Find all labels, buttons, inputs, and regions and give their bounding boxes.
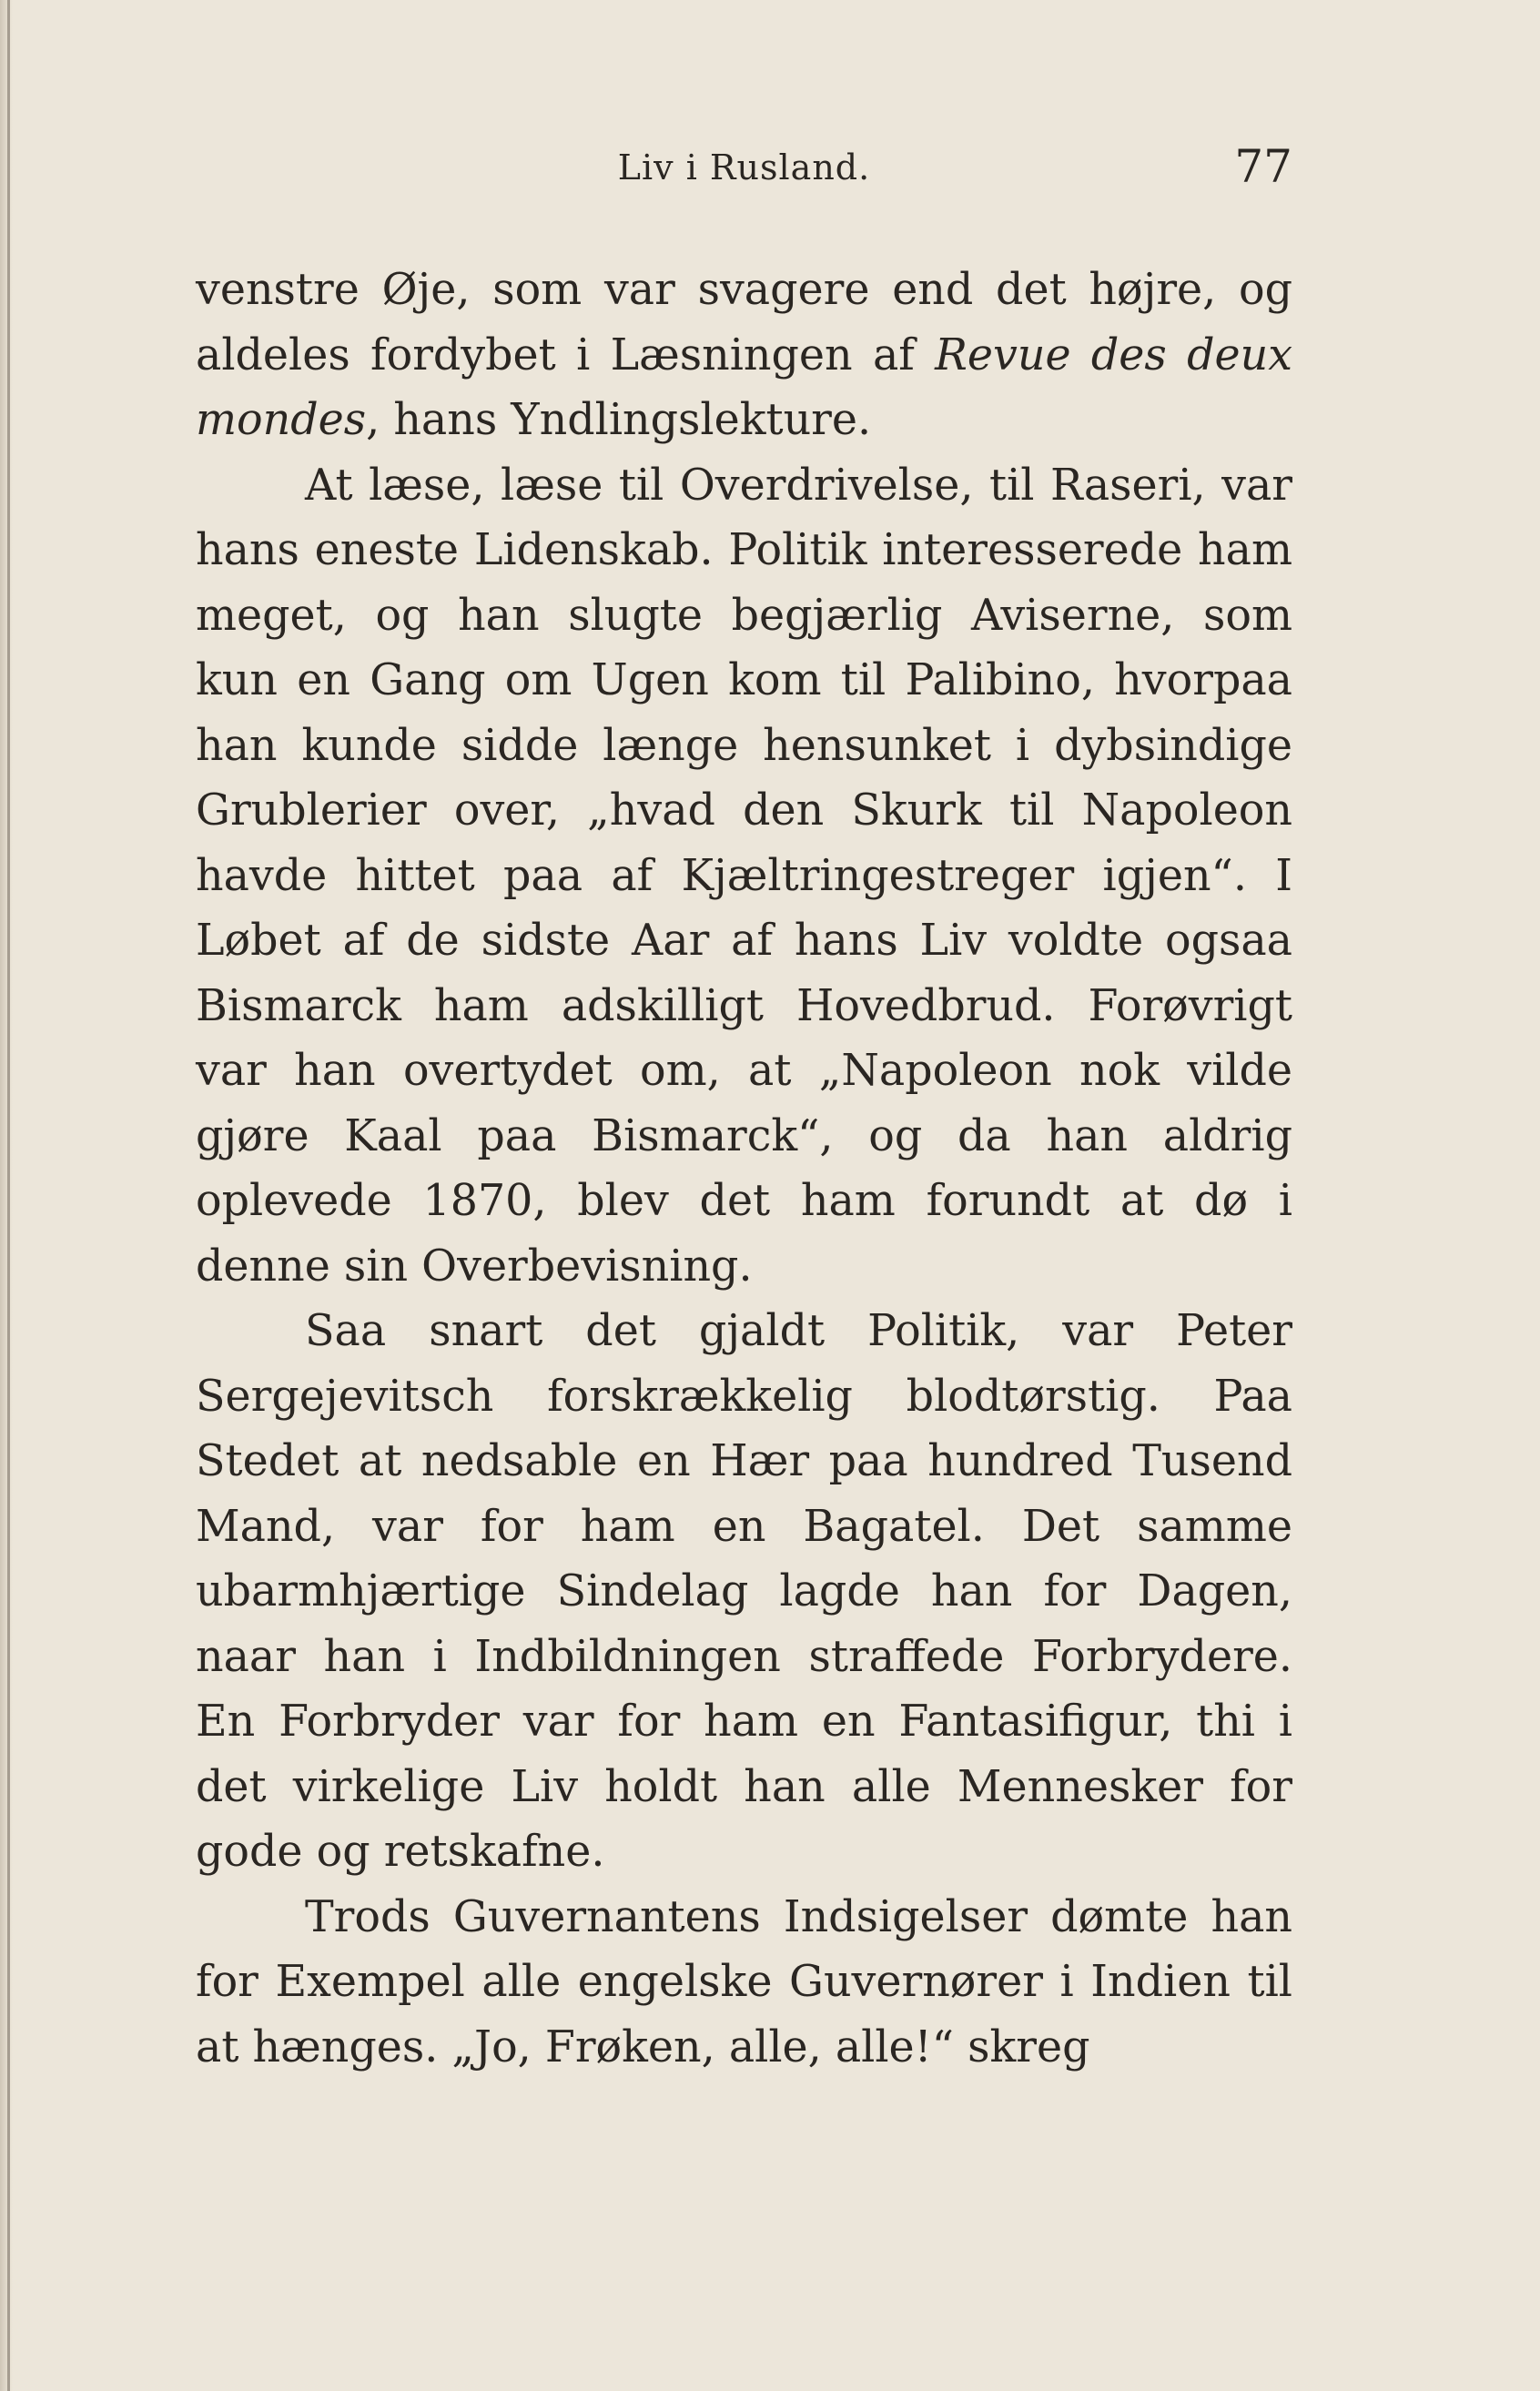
paragraph-1-text: venstre Øje, som var svagere end det højre, og aldeles fordybet i Læsningen af <box>196 265 1292 380</box>
body-text <box>196 258 1292 2080</box>
page-edge-shadow <box>0 0 13 2391</box>
paragraph-2: At læse, læse til Overdrivelse, til Raseri, var hans eneste Lidenskab. Politik interesserede ham meget, og han slugte begjærlig Aviserne, som kun en Gang om Ugen kom til Palibino, hvorpaa han kunde sidde længe hensunket i dybsindige Grublerier over, „hvad den Skurk til Napoleon havde hittet paa af Kjæltringestreger igjen“. I Løbet af de sidste Aar af hans Liv voldte ogsaa Bismarck ham adskilligt Hovedbrud. Forøvrigt var han overtydet om, at „Napoleon nok vilde gjøre Kaal paa Bismarck“, og da han aldrig oplevede 1870, blev det ham forundt at dø i denne sin Overbevisning. <box>196 460 1292 1292</box>
paragraph-1-italic-title: Revue des deux mondes <box>196 329 1292 445</box>
paragraph-1 <box>196 258 1292 453</box>
running-title: Liv i Rusland. <box>617 147 871 187</box>
page-header <box>196 135 1292 198</box>
paragraph-4: Trods Guvernantens Indsigelser dømte han for Exempel alle engelske Guvernører i Indien til at hænges. „Jo, Frøken, alle, alle!“ skreg <box>196 1891 1292 2072</box>
paragraph-3: Saa snart det gjaldt Politik, var Peter Sergejevitsch forskrækkelig blodtørstig. Paa Stedet at nedsable en Hær paa hundred Tusend Mand, var for ham en Bagatel. Det samme ubarmhjærtige Sindelag lagde han for Dagen, naar han i Indbildningen straffede Forbrydere. En Forbryder var for ham en Fantasifigur, thi i det virkelige Liv holdt han alle Mennesker for gode og retskafne. <box>196 1306 1292 1877</box>
page-number: 77 <box>1234 140 1292 193</box>
paragraph-1-text-end: , hans Yndlingslekture. <box>366 395 872 445</box>
page-binding-line <box>7 0 10 2391</box>
